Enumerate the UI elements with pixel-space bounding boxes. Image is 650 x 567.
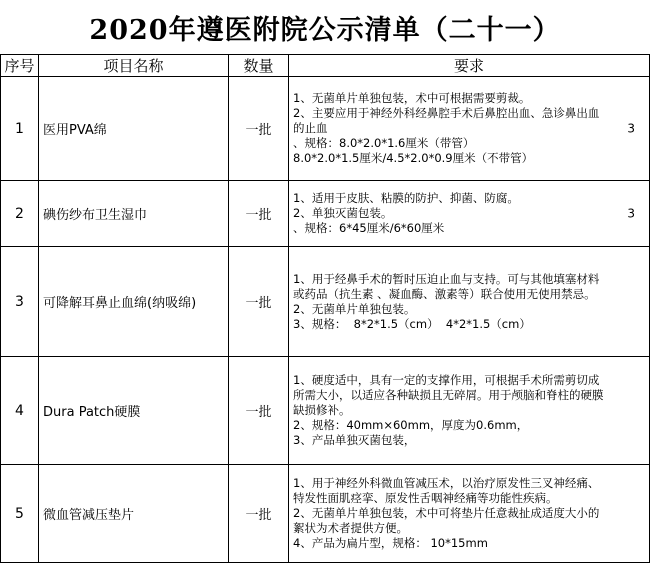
requirement-line: 1、用于神经外科微血管减压术，以治疗原发性三叉神经痛、 bbox=[293, 476, 600, 490]
requirement-line: 的止血 bbox=[293, 121, 328, 135]
table-row bbox=[1, 181, 650, 247]
item-quantity: 一批 bbox=[229, 77, 289, 181]
row-number: 4 bbox=[1, 357, 39, 465]
requirement-line: 2、主要应用于神经外科经鼻腔手术后鼻腔出血、急诊鼻出血 bbox=[293, 106, 600, 120]
item-requirements bbox=[289, 247, 650, 357]
item-requirements bbox=[289, 465, 650, 563]
requirement-line: 3、规格： 8*2*1.5（cm） 4*2*1.5（cm） bbox=[293, 316, 531, 331]
table-header-row bbox=[1, 55, 650, 77]
requirement-line: 絮状为术者提供方便。 bbox=[293, 521, 408, 535]
table-row bbox=[1, 247, 650, 357]
requirement-line: 或药品（抗生素 、凝血酶、激素等）联合使用无使用禁忌。 bbox=[293, 286, 596, 301]
requirement-line: 2、单独灭菌包装。 bbox=[293, 206, 393, 220]
item-name: Dura Patch硬膜 bbox=[39, 357, 229, 465]
item-requirements bbox=[289, 77, 650, 181]
requirement-line: 1、无菌单片单独包装，术中可根据需要剪裁。 bbox=[293, 91, 531, 105]
table-row bbox=[1, 77, 650, 181]
requirement-line: 8.0*2.0*1.5厘米/4.5*2.0*0.9厘米（不带管） bbox=[293, 151, 534, 165]
item-quantity: 一批 bbox=[229, 181, 289, 247]
row-number: 1 bbox=[1, 77, 39, 181]
page-title: 2020年遵医附院公示清单（二十一） bbox=[89, 14, 561, 46]
item-quantity: 一批 bbox=[229, 247, 289, 357]
item-name: 可降解耳鼻止血绵(纳吸绵) bbox=[39, 247, 229, 357]
header-no: 序号 bbox=[1, 55, 39, 77]
requirement-line: 1、用于经鼻手术的暂时压迫止血与支持。可与其他填塞材料 bbox=[293, 271, 600, 286]
table-row bbox=[1, 357, 650, 465]
row-number: 5 bbox=[1, 465, 39, 563]
requirement-line: 所需大小，以适应各种缺损且无碎屑。用于颅脑和脊柱的硬膜 bbox=[293, 388, 604, 402]
requirement-line: 、规格：8.0*2.0*1.6厘米（带管） bbox=[293, 136, 475, 150]
row-number: 3 bbox=[1, 247, 39, 357]
requirement-line: 2、无菌单片单独包装，术中可将垫片任意裁扯成适度大小的 bbox=[293, 506, 600, 520]
item-name: 碘伤纱布卫生湿巾 bbox=[39, 181, 229, 247]
header-name: 项目名称 bbox=[39, 55, 229, 77]
item-quantity: 一批 bbox=[229, 357, 289, 465]
requirement-line: 2、无菌单片单独包装。 bbox=[293, 301, 416, 316]
row-number: 2 bbox=[1, 181, 39, 247]
side-number: 3 bbox=[627, 206, 635, 220]
announcement-table bbox=[0, 54, 650, 563]
item-name: 医用PVA绵 bbox=[39, 77, 229, 181]
header-qty: 数量 bbox=[229, 55, 289, 77]
requirement-line: 4、产品为扁片型，规格： 10*15mm bbox=[293, 536, 488, 550]
side-number: 3 bbox=[627, 121, 635, 135]
item-quantity: 一批 bbox=[229, 465, 289, 563]
requirement-line: 1、硬度适中，具有一定的支撑作用，可根据手术所需剪切成 bbox=[293, 373, 600, 387]
header-requirements: 要求 bbox=[289, 55, 650, 77]
requirement-line: 1、适用于皮肤、粘膜的防护、抑菌、防腐。 bbox=[293, 191, 519, 205]
table-row bbox=[1, 465, 650, 563]
item-name: 微血管减压垫片 bbox=[39, 465, 229, 563]
requirement-line: 2、规格：40mm×60mm，厚度为0.6mm， bbox=[293, 418, 529, 432]
requirement-line: 缺损修补。 bbox=[293, 403, 351, 417]
requirement-line: 、规格：6*45厘米/6*60厘米 bbox=[293, 221, 445, 235]
item-requirements bbox=[289, 181, 650, 247]
requirement-line: 3、产品单独灭菌包装， bbox=[293, 433, 416, 447]
item-requirements bbox=[289, 357, 650, 465]
requirement-line: 特发性面肌痉挛、原发性舌咽神经痛等功能性疾病。 bbox=[293, 491, 558, 505]
